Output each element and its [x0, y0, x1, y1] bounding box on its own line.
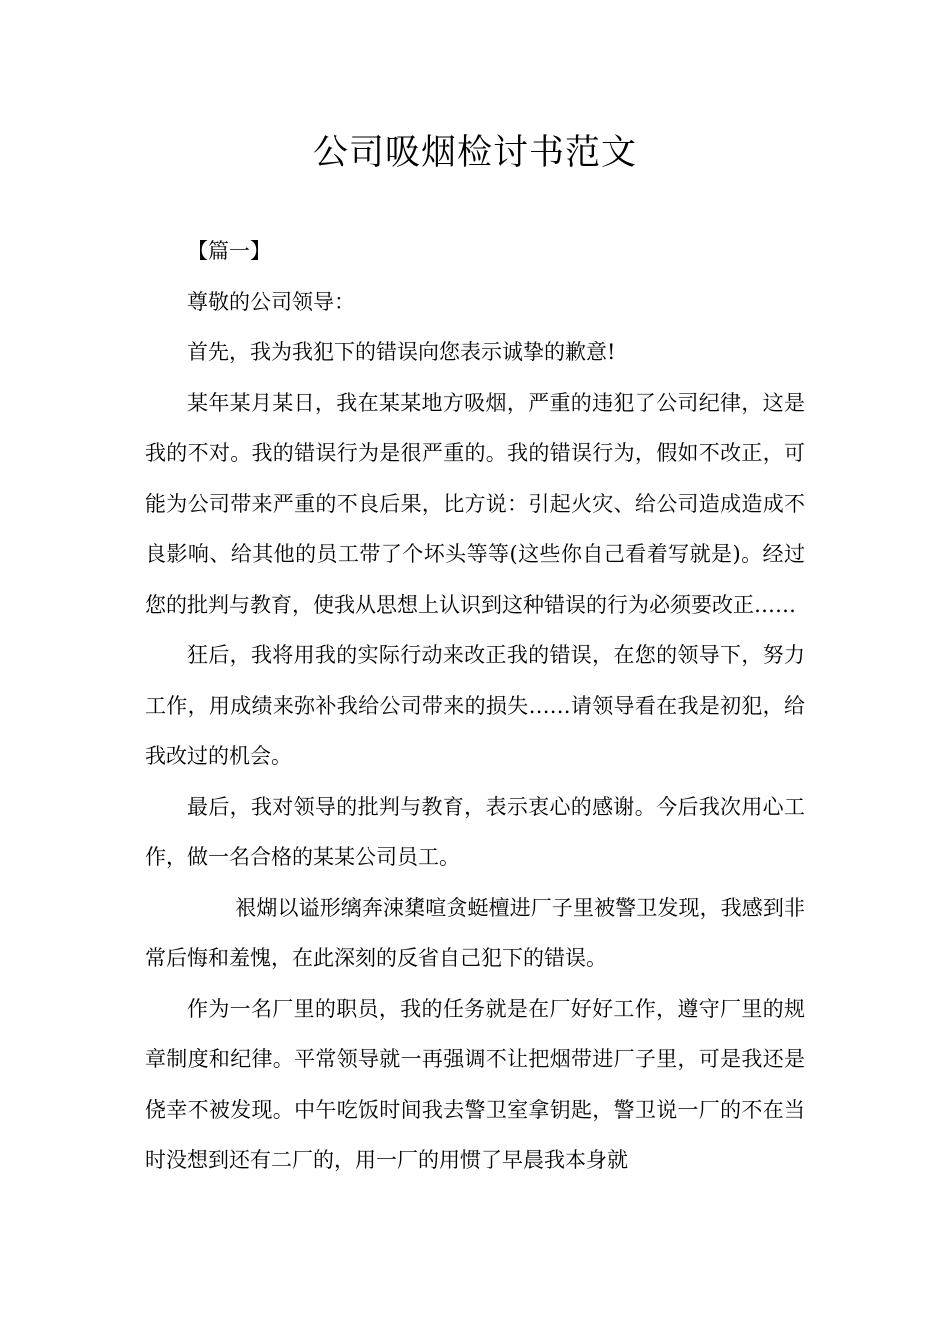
- document-body: [145, 226, 805, 1186]
- paragraph-incident: 某年某月某日，我在某某地方吸烟，严重的违犯了公司纪律，这是我的不对。我的错误行为是很严重的。我的错误行为，假如不改正，可能为公司带来严重的不良后果，比方说：引起火灾、给公司造成造成不良影响、给其他的员工带了个坏头等等(这些你自己看着写就是)。经过您的批判与教育，使我从思想上认识到这种错误的行为必须要改正……: [145, 390, 805, 617]
- salutation: 尊敬的公司领导：: [187, 289, 355, 314]
- paragraph-thanks: 最后，我对领导的批判与教育，表示衷心的感谢。今后我次用心工作，做一名合格的某某公司员工。: [145, 794, 805, 869]
- paragraph-commitment: 狂后，我将用我的实际行动来改正我的错误，在您的领导下，努力工作，用成绩来弥补我给公司带来的损失……请领导看在我是初犯，给我改过的机会。: [145, 643, 805, 768]
- paragraph-duty: 作为一名厂里的职员，我的任务就是在厂好好工作，遵守厂里的规章制度和纪律。平常领导就一再强调不让把烟带进厂子里，可是我还是侥幸不被发现。中午吃饭时间我去警卫室拿钥匙，警卫说一厂的不在当时没想到还有二厂的，用一厂的用惯了早晨我本身就: [145, 996, 805, 1172]
- document-title: 公司吸烟检讨书范文: [312, 133, 637, 173]
- paragraph-apology: 首先，我为我犯下的错误向您表示诚挚的歉意!: [187, 340, 616, 364]
- section-heading: 【篇一】: [187, 239, 271, 263]
- paragraph-garbled: 裉煳以谥形缡奔涑橥喧贪蜓檀进厂子里被警卫发现，我感到非常后悔和羞愧，在此深刻的反省自己犯下的错误。: [145, 895, 805, 970]
